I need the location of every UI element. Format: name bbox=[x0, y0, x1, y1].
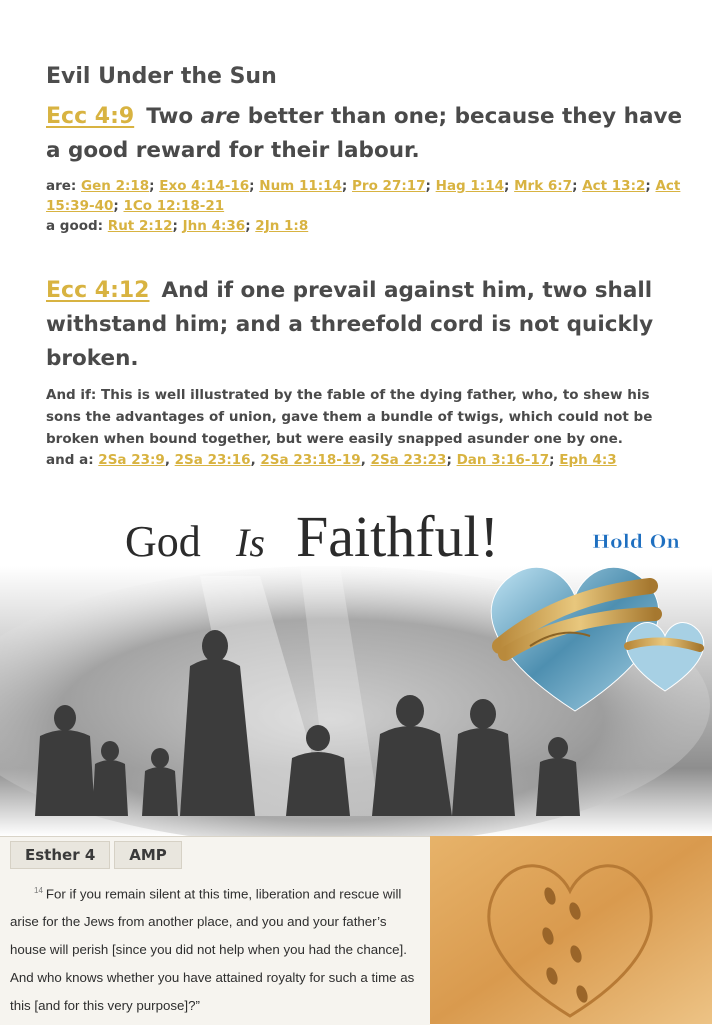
page-title: Evil Under the Sun bbox=[46, 64, 277, 89]
xref-link[interactable]: Act 13:2 bbox=[582, 178, 646, 194]
note-text: This is well illustrated by the fable of the dying father, who, to shew his sons the advantages of union, gave them a bundle of twigs, which could not be broken when bound together, but were easily snapped asunder one by one. bbox=[46, 387, 653, 447]
verse-ref-link[interactable]: Ecc 4:9 bbox=[46, 104, 135, 129]
xref-link[interactable]: Pro 27:17 bbox=[352, 178, 426, 194]
esther-tabs bbox=[10, 841, 186, 869]
xref-link[interactable]: Dan 3:16-17 bbox=[456, 452, 550, 468]
verse-text-italic: are bbox=[200, 104, 241, 129]
esther-text-body: For if you remain silent at this time, liberation and rescue will arise for the Jews from another place, and you and your father’s house will perish [since you did not help when you had the chance]. And who knows whether you have attained royalty for such a time as this [and for this very purpose]?” bbox=[10, 886, 415, 1014]
xref-label: are: bbox=[46, 178, 77, 194]
xref-link[interactable]: Gen 2:18 bbox=[81, 178, 150, 194]
xref-link[interactable]: Exo 4:14-16 bbox=[159, 178, 250, 194]
xref-line: and a: 2Sa 23:9, 2Sa 23:16, 2Sa 23:18-19, 2Sa 23:23; Dan 3:16-17; Eph 4:3 bbox=[46, 452, 617, 468]
banner-word-god: God bbox=[125, 517, 201, 566]
xref-link[interactable]: Rut 2:12 bbox=[107, 218, 173, 234]
xref-line: are: Gen 2:18; Exo 4:14-16; Num 11:14; Pro 27:17; Hag 1:14; Mrk 6:7; Act 13:2; Act 15:39-40; 1Co 12:18-21 bbox=[46, 178, 681, 214]
version-tab[interactable]: AMP bbox=[114, 841, 182, 869]
banner-word-faithful: Faithful! bbox=[296, 504, 499, 569]
note-label: And if: bbox=[46, 387, 97, 403]
verse-ecc-4-9 bbox=[46, 100, 686, 236]
verse-ref-link[interactable]: Ecc 4:12 bbox=[46, 278, 150, 303]
verse-text-part: better than one; because they have a good reward for their labour. bbox=[46, 104, 683, 163]
esther-verse-panel bbox=[0, 836, 430, 1025]
god-is-faithful-banner bbox=[0, 496, 712, 836]
xref-line: a good: Rut 2:12; Jhn 4:36; 2Jn 1:8 bbox=[46, 218, 309, 234]
xref-link[interactable]: 2Sa 23:9 bbox=[98, 452, 165, 468]
xref-link[interactable]: 2Jn 1:8 bbox=[255, 218, 309, 234]
xref-label: a good: bbox=[46, 218, 104, 234]
hold-on-tagline: Hold On bbox=[592, 531, 681, 553]
sand-heart-footprints bbox=[430, 836, 712, 1024]
xref-link[interactable]: Eph 4:3 bbox=[559, 452, 617, 468]
verse-ecc-4-12 bbox=[46, 274, 686, 470]
verse-text-part: Two bbox=[146, 104, 201, 129]
xref-link[interactable]: 2Sa 23:18-19 bbox=[260, 452, 361, 468]
xref-link[interactable]: 2Sa 23:23 bbox=[370, 452, 447, 468]
xref-link[interactable]: Mrk 6:7 bbox=[514, 178, 573, 194]
banner-word-is: Is bbox=[236, 520, 265, 565]
cross-references bbox=[46, 176, 686, 236]
verse-text bbox=[46, 274, 686, 376]
verse-number: 14 bbox=[34, 886, 43, 895]
verse-text bbox=[46, 100, 686, 168]
xref-link[interactable]: Num 11:14 bbox=[259, 178, 342, 194]
book-tab[interactable]: Esther 4 bbox=[10, 841, 110, 869]
xref-link[interactable]: 1Co 12:18-21 bbox=[123, 198, 225, 214]
xref-link[interactable]: 2Sa 23:16 bbox=[174, 452, 251, 468]
xref-label: and a: bbox=[46, 452, 94, 468]
verse-text-part: And if one prevail against him, two shall withstand him; and a threefold cord is not quickly broken. bbox=[46, 278, 654, 371]
xref-link[interactable]: Jhn 4:36 bbox=[182, 218, 246, 234]
verse-note bbox=[46, 384, 686, 450]
esther-verse-text bbox=[10, 877, 422, 1020]
xref-link[interactable]: Act 15:39-40 bbox=[46, 178, 681, 214]
xref-link[interactable]: Hag 1:14 bbox=[435, 178, 504, 194]
